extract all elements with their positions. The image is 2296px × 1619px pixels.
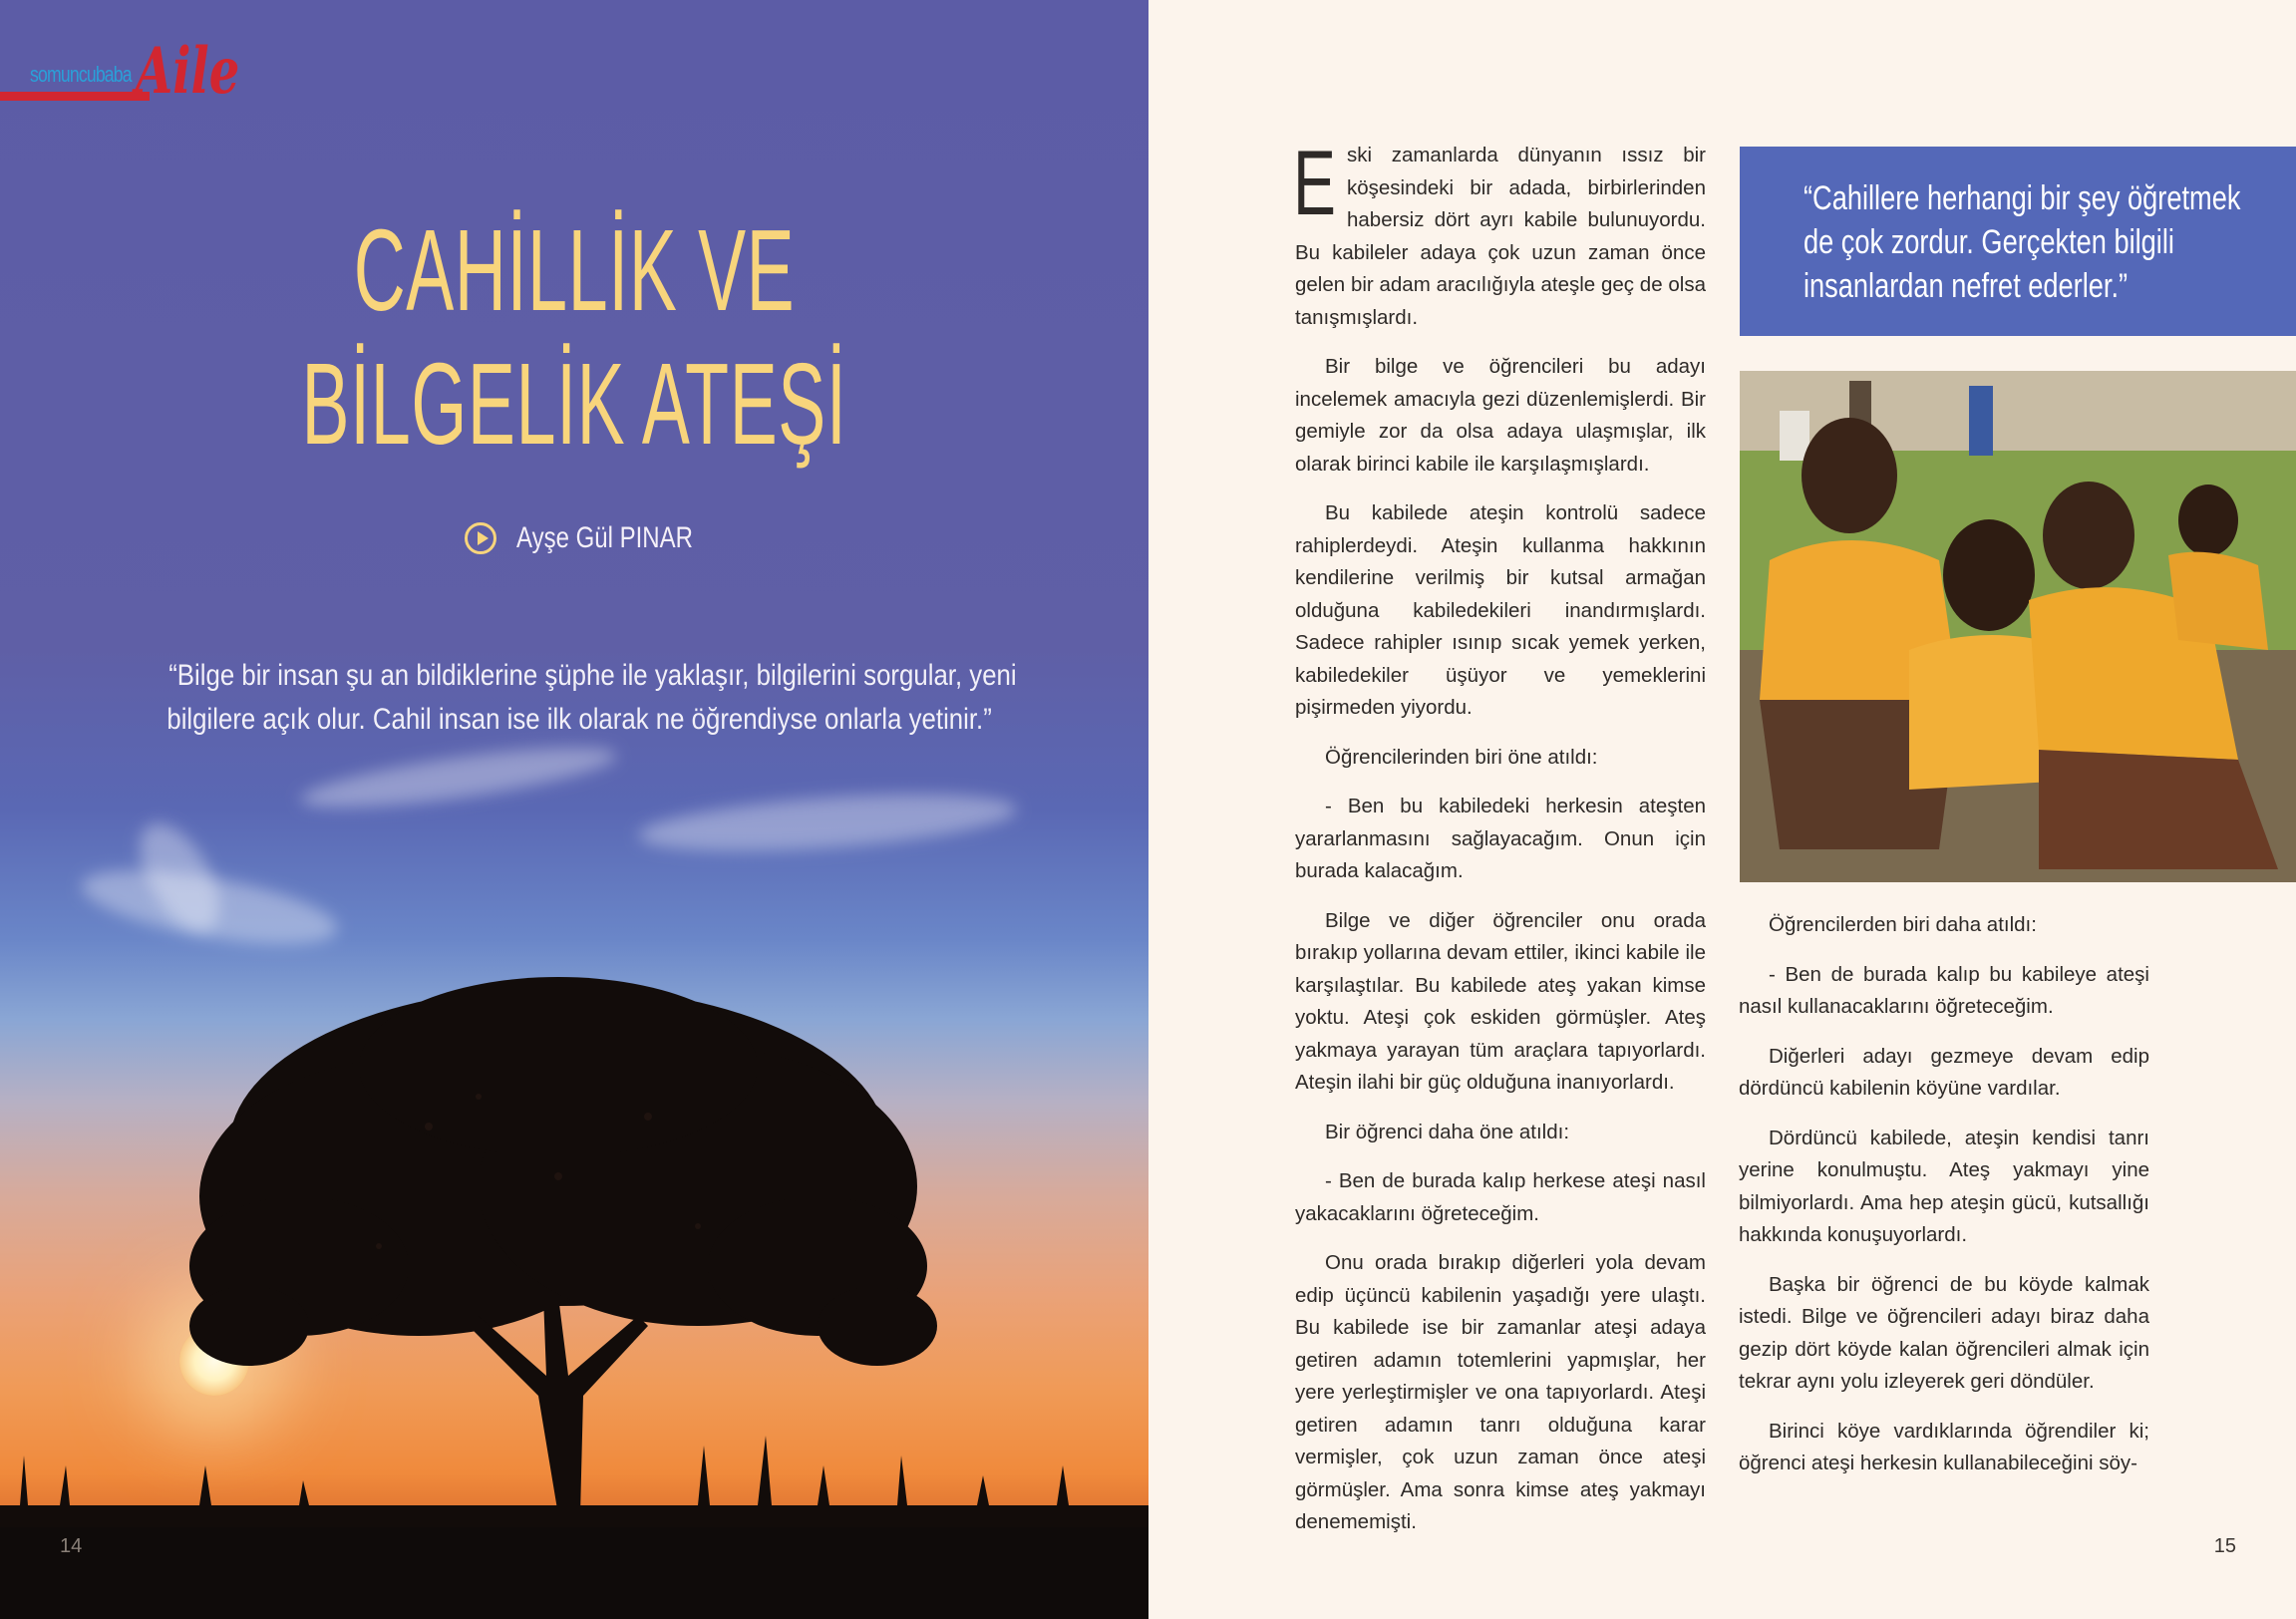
paragraph: Onu orada bırakıp diğerleri yola devam edip üçüncü kabilenin yaşadığı yere ulaştı. Bu kabilede ise bir zamanlar ateşi adaya getiren adamın totemlerini yapmışlar, her yere yerleştirmişler ve ona tapıyorlardı. Ateşi getiren adamın tanrı olduğuna karar vermişler, çok uzun zaman önce ateşi görmüşler. Ama sonra kimse ateş yakmayı denememişti. xyxy=(1295,1251,1706,1533)
play-circle-icon xyxy=(465,522,496,554)
paragraph: Başka bir öğrenci de bu köyde kalmak istedi. Bilge ve öğrencileri adayı biraz daha gezip dört köyde kalan öğrencileri almak için tekrar aynı yolu izleyerek geri döndüler. xyxy=(1739,1272,2149,1393)
title-line-1: CAHİLLİK VE xyxy=(353,205,796,335)
pull-quote xyxy=(1740,147,2296,336)
paragraph: Diğerleri adayı gezmeye devam edip dördüncü kabilenin köyüne vardılar. xyxy=(1739,1044,2149,1100)
ground-strip xyxy=(0,1527,1148,1619)
article-column-1 xyxy=(1293,133,1706,1556)
paragraph: Bir bilge ve öğrencileri bu adayı incelemek amacıyla gezi düzenlemişlerdi. Bir gemiyle zor da olsa adaya ulaşmışlar, ilk olarak birinci kabile ile karşılaşmışlardı. xyxy=(1295,355,1706,476)
children-photo xyxy=(1740,371,2296,882)
intro-quote-line-2: bilgilere açık olur. Cahil insan ise ilk olarak ne öğrendiyse onlarla yetinir.” xyxy=(166,703,992,736)
paragraph: - Ben de burada kalıp herkese ateşi nasıl yakacaklarını öğreteceğim. xyxy=(1295,1169,1706,1225)
pull-quote-line-3: insanlardan nefret ederler.” xyxy=(1804,267,2129,305)
author-name: Ayşe Gül PINAR xyxy=(516,521,693,554)
paragraph: Birinci köye vardıklarında öğrendiler ki; öğrenci ateşi herkesin kullanabileceğini söy- xyxy=(1739,1419,2149,1474)
paragraph: Dördüncü kabilede, ateşin kendisi tanrı yerine konulmuştu. Ateş yakmayı yine bilmiyorlardı. Ama hep ateşin gücü, kutsallığı hakkında konuşuyorlardı. xyxy=(1739,1126,2149,1246)
pull-quote-line-1: “Cahillere herhangi bir şey öğretmek xyxy=(1804,179,2241,217)
paragraph: Bir öğrenci daha öne atıldı: xyxy=(1325,1120,1570,1143)
intro-quote-line-1: “Bilge bir insan şu an bildiklerine şüphe ile yaklaşır, bilgilerini sorgular, yeni xyxy=(168,659,1017,692)
logo-brand-small: somuncubaba xyxy=(30,62,132,87)
article-title xyxy=(218,203,930,471)
pull-quote-line-2: de çok zordur. Gerçekten bilgili xyxy=(1804,223,2174,261)
children-photo-illustration xyxy=(1740,371,2296,882)
article-column-2 xyxy=(1739,909,2149,1497)
title-line-2: BİLGELİK ATEŞİ xyxy=(301,339,847,469)
paragraph: - Ben de burada kalıp bu kabileye ateşi nasıl kullanacaklarını öğreteceğim. xyxy=(1739,962,2149,1018)
paragraph: Öğrencilerden biri daha atıldı: xyxy=(1769,913,2037,936)
paragraph: - Ben bu kabiledeki herkesin ateşten yararlanmasını sağlayacağım. Onun için burada kalacağım. xyxy=(1295,795,1706,882)
page-number-left: 14 xyxy=(60,1535,83,1557)
magazine-logo[interactable] xyxy=(0,34,259,110)
author-byline xyxy=(465,519,737,557)
paragraph: Bilge ve diğer öğrenciler onu orada bırakıp yollarına devam ettiler, ikinci kabile ile karşılaştılar. Bu kabilede ateş yakan kimse yoktu. Ateşi çok eskiden görmüşler. Ateş yakmaya yarayan tüm araçlara tapıyorlardı. Ateşin ilahi bir güç olduğuna inanıyorlardı. xyxy=(1295,908,1706,1094)
intro-quote xyxy=(100,654,1049,742)
paragraph: Eski zamanlarda dünyanın ıssız bir köşesindeki bir adada, birbirlerinden habersiz dört ayrı kabile bulunuyordu. Bu kabileler adaya çok uzun zaman önce gelen bir adam aracılığıyla ateşle geç de olsa tanışmışlardı. xyxy=(1293,133,1706,329)
page-number-right: 15 xyxy=(2213,1535,2236,1557)
logo-bar xyxy=(0,92,150,101)
logo-brand-aile: Aile xyxy=(136,34,240,109)
paragraph: Bu kabilede ateşin kontrolü sadece rahiplerdeydi. Ateşin kullanma hakkının kendilerine verilmiş bir kutsal armağan olduğuna kabiledekileri inandırmışlardı. Sadece rahipler ısınıp sıcak yemek yerken, kabiledekiler üşüyor ve yemeklerini pişirmeden yiyordu. xyxy=(1295,501,1706,719)
paragraph: Öğrencilerinden biri öne atıldı: xyxy=(1325,745,1598,769)
drop-cap: E xyxy=(1293,133,1336,234)
